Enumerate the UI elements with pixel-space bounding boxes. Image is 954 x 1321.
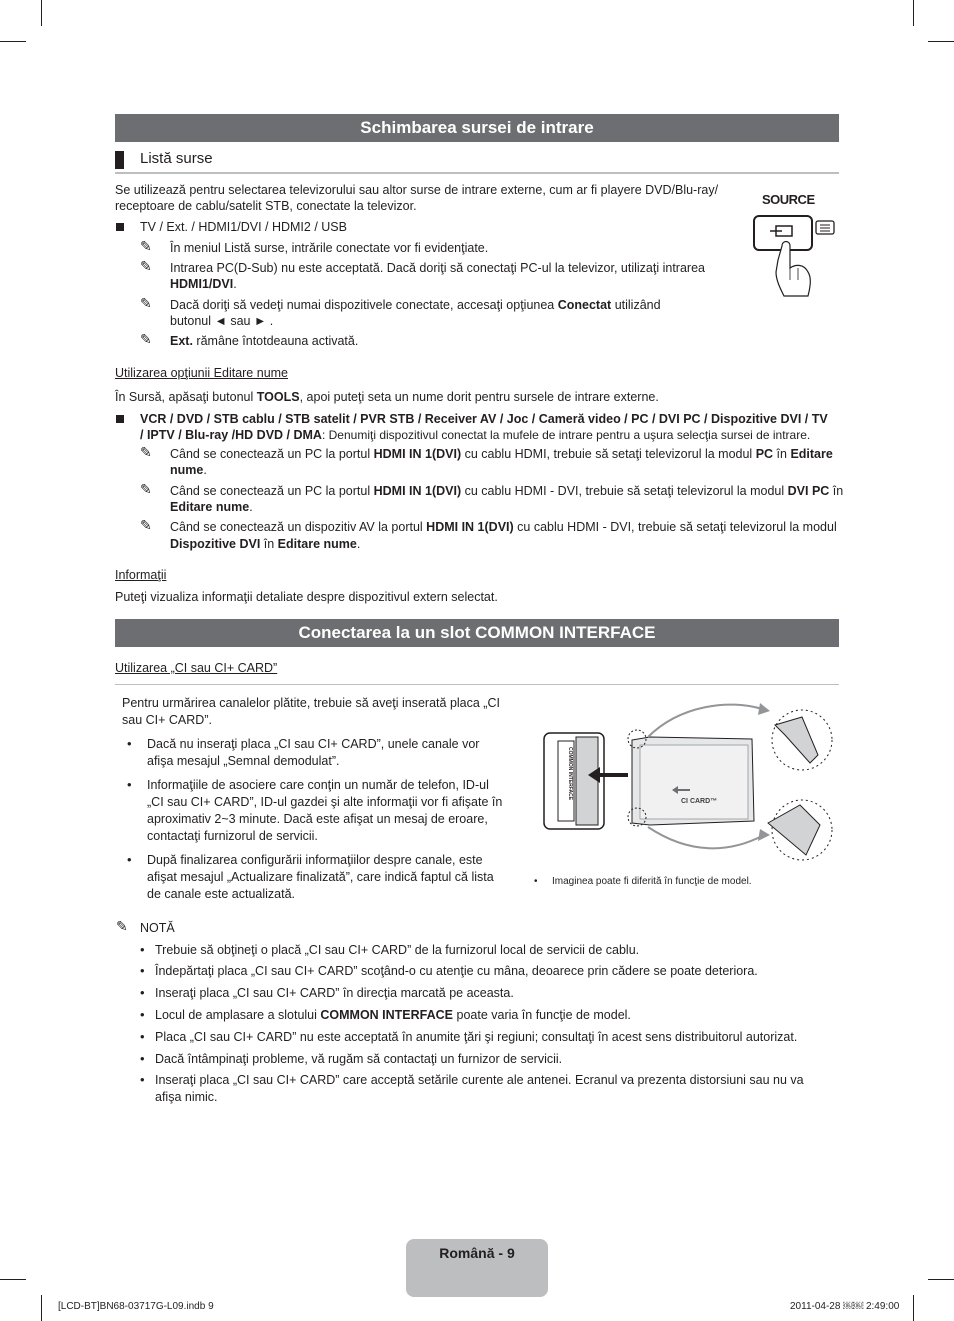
note-av-dvi-line-2: Dispozitive DVI în Editare nume. <box>170 537 361 551</box>
nota-item-7-line-1: Inseraţi placa „CI sau CI+ CARD” care acceptă setările curente ale antenei. Ecranul va prezenta distorsiuni sau nu va <box>155 1073 804 1087</box>
ci-card-illustration <box>540 695 840 870</box>
note-highlighted: În meniul Listă surse, intrările conectate vor fi evidenţiate. <box>170 241 489 255</box>
nota-item-2: Îndepărtaţi placa „CI sau CI+ CARD” scoţând-o cu atenţie cu mâna, deoarece prin cădere se poate deteriora. <box>155 964 758 978</box>
file-name: [LCD-BT]BN68-03717G-L09.indb 9 <box>58 1301 214 1312</box>
crop-mark <box>0 1279 26 1280</box>
crop-mark <box>913 0 914 26</box>
nota-item-6: Dacă întâmpinaţi probleme, vă rugăm să contactaţi un furnizor de servicii. <box>155 1052 563 1066</box>
bullet-dot: • <box>140 1072 145 1087</box>
note-icon: ✎ <box>140 295 152 311</box>
ci-card-diagram <box>540 695 840 870</box>
note-connected-line-2: butonul ◄ sau ► . <box>170 314 274 328</box>
note-icon: ✎ <box>140 444 152 460</box>
note-pc-line-2: HDMI1/DVI. <box>170 277 237 291</box>
source-button-illustration <box>752 188 840 300</box>
intro-line-1: Se utilizează pentru selectarea televizorului sau altor surse de intrare externe, cum ar fi playere DVD/Blu-ray/ <box>115 183 719 197</box>
nota-item-5: Placa „CI sau CI+ CARD” nu este acceptată în anumite ţări şi regiuni; consultaţi în acest sens distribuitorul autorizat. <box>155 1030 798 1044</box>
bullet-square <box>116 415 124 423</box>
info-heading: Informaţii <box>115 568 167 582</box>
ci-heading: Utilizarea „CI sau CI+ CARD” <box>115 661 278 675</box>
note-pc-line-1: Intrarea PC(D-Sub) nu este acceptată. Dacă doriţi să conectaţi PC-ul la televizor, utilizaţi intrarea <box>170 261 705 275</box>
crop-mark <box>928 1279 954 1280</box>
device-list-line-2: / IPTV / Blu-ray /HD DVD / DMA: Denumiţi dispozitivul conectat la mufele de intrare pentru a uşura selecţia sursei de intrare. <box>140 428 811 442</box>
note-icon: ✎ <box>140 238 152 254</box>
ci-intro-line-1: Pentru urmărirea canalelor plătite, trebuie să aveţi inserată placa „CI <box>122 696 500 710</box>
ci-b2-line-3: aproximativ 2~3 minute. Dacă este afişat un mesaj de eroare, <box>147 812 488 826</box>
ci-b3-line-1: După finalizarea configurării informaţiilor despre canale, este <box>147 853 483 867</box>
intro-line-2: receptoare de cablu/satelit STB, conectate la televizor. <box>115 199 417 213</box>
crop-mark <box>41 0 42 26</box>
note-pc-hdmi-line-2: nume. <box>170 463 207 477</box>
note-ext: Ext. rămâne întotdeauna activată. <box>170 334 359 348</box>
device-list-line-1: VCR / DVD / STB cablu / STB satelit / PVR STB / Receiver AV / Joc / Cameră video / PC / DVI PC / Dispozitive DVI / TV <box>140 412 828 426</box>
note-pc-hdmi-line-1: Când se conectează un PC la portul HDMI IN 1(DVI) cu cablu HDMI, trebuie să setaţi televizorul la modul PC în Editare <box>170 447 833 461</box>
ci-intro-line-2: sau CI+ CARD”. <box>122 713 212 727</box>
ci-b3-line-3: de canale este actualizată. <box>147 887 296 901</box>
bullet-dot: • <box>140 942 145 957</box>
bullet-square <box>116 223 124 231</box>
subsection-marker <box>115 151 124 169</box>
bullet-dot: • <box>140 985 145 1000</box>
bullet-dot: • <box>140 963 145 978</box>
ci-b3-line-2: afişat mesajul „Actualizare finalizată”, care indică faptul că lista <box>147 870 494 884</box>
crop-mark <box>913 1295 914 1321</box>
card-label: CI CARD™ <box>681 798 718 805</box>
bullet-dot: • <box>140 1029 145 1044</box>
nota-item-3: Inseraţi placa „CI sau CI+ CARD” în direcţia marcată pe aceasta. <box>155 986 514 1000</box>
crop-mark <box>928 41 954 42</box>
bullet-dot: • <box>127 852 132 867</box>
bullet-dot: • <box>127 736 132 751</box>
crop-mark <box>0 41 26 42</box>
note-icon: ✎ <box>140 331 152 347</box>
ci-b2-line-4: contactaţi furnizorul de servicii. <box>147 829 318 843</box>
ci-b1-line-1: Dacă nu inseraţi placa „CI sau CI+ CARD”, unele canale vor <box>147 737 480 751</box>
note-av-dvi-line-1: Când se conectează un dispozitiv AV la portul HDMI IN 1(DVI) cu cablu HDMI - DVI, trebuie să setaţi televizorul la modul <box>170 520 837 534</box>
bullet-dot: • <box>534 876 538 887</box>
note-connected-line-1: Dacă doriţi să vedeţi numai dispozitivele conectate, accesaţi opţiunea Conectat utilizând <box>170 298 661 312</box>
bullet-dot: • <box>140 1051 145 1066</box>
edit-name-intro: În Sursă, apăsaţi butonul TOOLS, apoi puteţi seta un nume dorit pentru sursele de intrare externe. <box>115 390 659 404</box>
note-title: NOTĂ <box>140 921 175 935</box>
source-label: SOURCE <box>762 192 815 207</box>
section-title-input-source: Schimbarea sursei de intrare <box>115 114 839 142</box>
ci-b2-line-1: Informaţiile de asociere care conţin un număr de telefon, ID-ul <box>147 778 489 792</box>
bullet-dot: • <box>127 777 132 792</box>
nota-item-7-line-2: afişa nimic. <box>155 1090 218 1104</box>
bullet-dot: • <box>140 1007 145 1022</box>
edit-name-heading: Utilizarea opţiunii Editare nume <box>115 366 289 380</box>
ci-b1-line-2: afişa mesajul „Semnal demodulat”. <box>147 754 340 768</box>
note-icon: ✎ <box>140 481 152 497</box>
divider <box>115 684 839 685</box>
note-icon: ✎ <box>140 258 152 274</box>
image-caption: Imaginea poate fi diferită în funcţie de model. <box>552 876 752 887</box>
subsection-header <box>115 148 839 174</box>
note-pc-dvi-line-2: Editare nume. <box>170 500 253 514</box>
source-list-bullet: TV / Ext. / HDMI1/DVI / HDMI2 / USB <box>140 220 347 234</box>
note-pc-dvi-line-1: Când se conectează un PC la portul HDMI IN 1(DVI) cu cablu HDMI - DVI, trebuie să setaţi televizorul la modul DVI PC în <box>170 484 844 498</box>
note-icon: ✎ <box>140 517 152 533</box>
subsection-title: Listă surse <box>140 150 213 167</box>
section-title-common-interface: Conectarea la un slot COMMON INTERFACE <box>115 619 839 647</box>
print-date: 2011-04-28 ￼￼ 2:49:00 <box>790 1301 900 1312</box>
ci-b2-line-2: „CI sau CI+ CARD”, ID-ul gazdei şi alte informaţii vor fi afişate în <box>147 795 503 809</box>
info-text: Puteţi vizualiza informaţii detaliate despre dispozitivul extern selectat. <box>115 590 498 604</box>
page-number: Română - 9 <box>439 1245 515 1261</box>
crop-mark <box>41 1295 42 1321</box>
slot-label: COMMON INTERFACE <box>567 747 573 801</box>
remote-source-icon <box>752 188 840 300</box>
nota-item-1: Trebuie să obţineţi o placă „CI sau CI+ CARD” de la furnizorul local de servicii de cablu. <box>155 943 640 957</box>
note-icon: ✎ <box>116 918 128 934</box>
nota-item-4: Locul de amplasare a slotului COMMON INTERFACE poate varia în funcţie de model. <box>155 1008 631 1022</box>
